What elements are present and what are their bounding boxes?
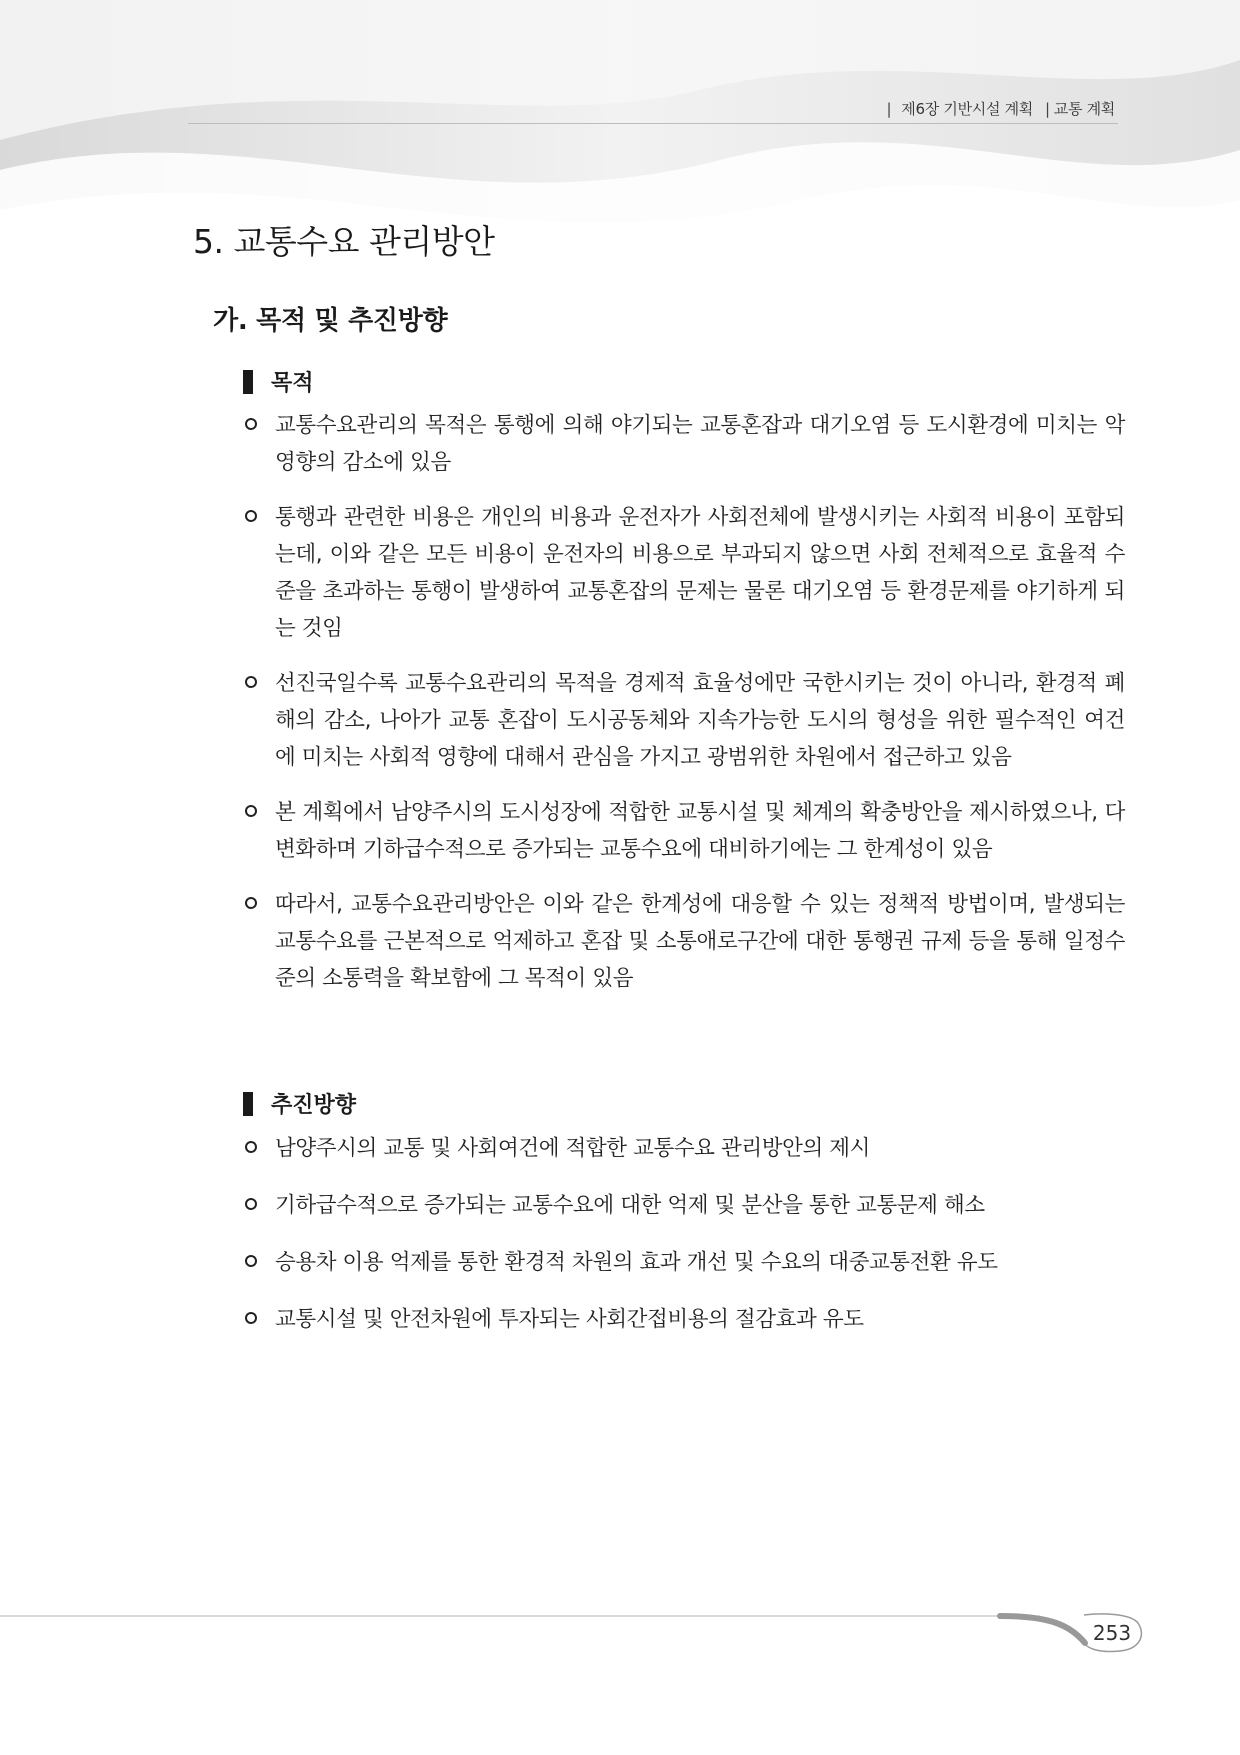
- circle-bullet-icon: [245, 897, 257, 909]
- header-separator: |: [886, 100, 892, 118]
- list-item: 선진국일수록 교통수요관리의 목적을 경제적 효율성에만 국한시키는 것이 아니라, 환경적 폐해의 감소, 나아가 교통 혼잡이 도시공동체와 지속가능한 도시의 형성을 위한 필수적인 여건에 미치는 사회적 영향에 대해서 관심을 가지고 광범위한 차원에서 접근하고 있음: [245, 665, 1125, 776]
- circle-bullet-icon: [245, 1312, 257, 1324]
- header-chapter: 제6장 기반시설 계획: [901, 100, 1033, 118]
- circle-bullet-icon: [245, 1141, 257, 1153]
- header-section: 교통 계획: [1053, 100, 1115, 118]
- circle-bullet-icon: [245, 805, 257, 817]
- square-bullet-icon: [243, 370, 253, 394]
- list-item: 통행과 관련한 비용은 개인의 비용과 운전자가 사회전체에 발생시키는 사회적 비용이 포함되는데, 이와 같은 모든 비용이 운전자의 비용으로 부과되지 않으면 사회 전체적으로 효율적 수준을 초과하는 통행이 발생하여 교통혼잡의 문제는 물론 대기오염 등 환경문제를 야기하게 되는 것임: [245, 499, 1125, 647]
- list-item: 교통시설 및 안전차원에 투자되는 사회간접비용의 절감효과 유도: [245, 1301, 1125, 1338]
- circle-bullet-icon: [245, 418, 257, 430]
- square-bullet-icon: [243, 1092, 253, 1116]
- page-number: 253: [1092, 1621, 1132, 1645]
- purpose-heading: [243, 366, 314, 397]
- purpose-heading-label: 목적: [271, 371, 314, 396]
- running-header: [887, 98, 1115, 119]
- footer-swoosh: [0, 1613, 1240, 1653]
- background-wave-decoration: [0, 0, 1240, 360]
- list-item: 교통수요관리의 목적은 통행에 의해 야기되는 교통혼잡과 대기오염 등 도시환경에 미치는 악영향의 감소에 있음: [245, 407, 1125, 481]
- header-rule: [188, 123, 1118, 124]
- circle-bullet-icon: [245, 676, 257, 688]
- list-item: 승용차 이용 억제를 통한 환경적 차원의 효과 개선 및 수요의 대중교통전환 유도: [245, 1244, 1125, 1281]
- section-title: 가. 목적 및 추진방향: [213, 306, 448, 336]
- list-item: 본 계획에서 남양주시의 도시성장에 적합한 교통시설 및 체계의 확충방안을 제시하였으나, 다변화하며 기하급수적으로 증가되는 교통수요에 대비하기에는 그 한계성이 있음: [245, 794, 1125, 868]
- chapter-title: 5. 교통수요 관리방안: [193, 222, 495, 261]
- direction-heading: [243, 1088, 356, 1119]
- header-separator: |: [1045, 100, 1050, 118]
- direction-heading-label: 추진방향: [271, 1093, 357, 1118]
- circle-bullet-icon: [245, 1198, 257, 1210]
- purpose-list: [245, 407, 1125, 1015]
- circle-bullet-icon: [245, 510, 257, 522]
- list-item: 기하급수적으로 증가되는 교통수요에 대한 억제 및 분산을 통한 교통문제 해소: [245, 1187, 1125, 1224]
- list-item: 남양주시의 교통 및 사회여건에 적합한 교통수요 관리방안의 제시: [245, 1130, 1125, 1167]
- list-item: 따라서, 교통수요관리방안은 이와 같은 한계성에 대응할 수 있는 정책적 방법이며, 발생되는 교통수요를 근본적으로 억제하고 혼잡 및 소통애로구간에 대한 통행권 규제 등을 통해 일정수준의 소통력을 확보함에 그 목적이 있음: [245, 886, 1125, 997]
- direction-list: [245, 1130, 1125, 1358]
- circle-bullet-icon: [245, 1255, 257, 1267]
